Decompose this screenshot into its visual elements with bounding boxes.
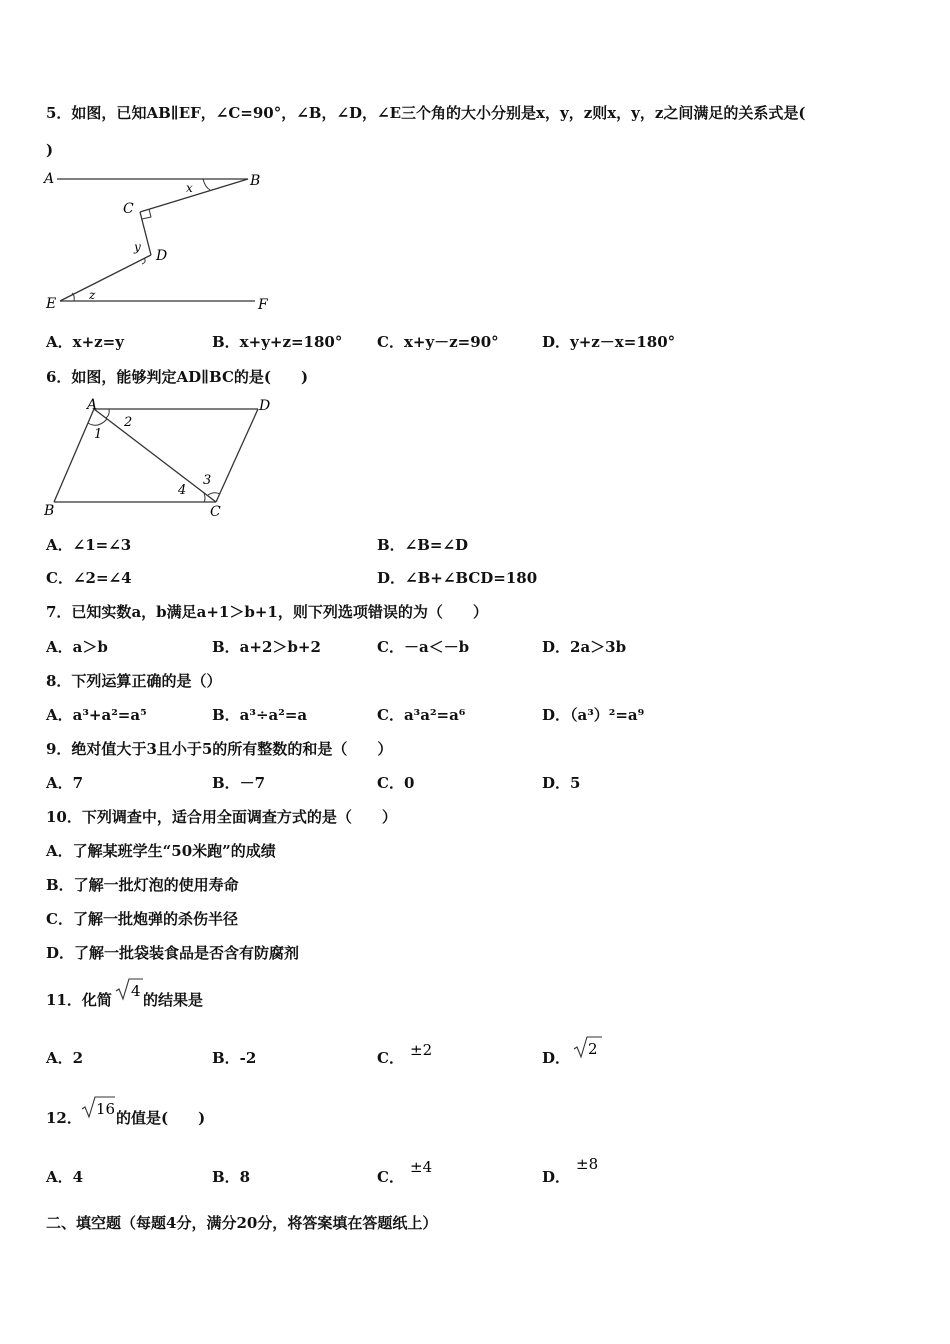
label-z: z xyxy=(89,288,96,302)
q12-option-c-math xyxy=(404,1155,438,1177)
q11-option-b[interactable]: B．-2 xyxy=(212,1049,257,1067)
section-2-heading: 二、填空题（每题4分，满分20分，将答案填在答题纸上） xyxy=(46,1214,438,1232)
q6-option-b[interactable]: B．∠B=∠D xyxy=(377,536,469,554)
q11-option-d[interactable]: D． xyxy=(542,1049,571,1067)
q8-option-a[interactable]: A．a³+a²=a⁵ xyxy=(46,706,147,724)
q11-sqrt xyxy=(114,976,144,1002)
label-x: x xyxy=(186,181,193,195)
label-a: A xyxy=(87,397,98,413)
q11-stem-prefix: 11．化简 xyxy=(46,991,112,1009)
label-d: D xyxy=(156,248,168,264)
q5-option-a[interactable]: A．x+z=y xyxy=(46,333,124,351)
q6-option-c[interactable]: C．∠2=∠4 xyxy=(46,569,132,587)
label-e: E xyxy=(46,296,57,312)
q11-stem-suffix: 的结果是 xyxy=(143,991,204,1009)
q5-option-d[interactable]: D．y+z－x=180° xyxy=(542,333,676,351)
q12-option-c-value: ±4 xyxy=(410,1158,433,1176)
label-f: F xyxy=(258,297,268,313)
q10-stem: 10．下列调查中，适合用全面调查方式的是（ ） xyxy=(46,808,397,826)
q5-stem-end: ) xyxy=(46,141,54,159)
q11-option-c-math xyxy=(404,1038,438,1060)
label-d: D xyxy=(259,398,271,414)
q10-option-c[interactable]: C．了解一批炮弹的杀伤半径 xyxy=(46,910,238,928)
q9-option-b[interactable]: B．－7 xyxy=(212,774,266,792)
q11-option-c[interactable]: C． xyxy=(377,1049,404,1067)
q12-radicand: 16 xyxy=(96,1100,116,1118)
q7-option-b[interactable]: B．a+2＞b+2 xyxy=(212,638,321,656)
q12-option-d-value: ±8 xyxy=(576,1155,599,1173)
segment-cd xyxy=(216,409,258,502)
q12-option-d[interactable]: D． xyxy=(542,1168,571,1186)
q12-option-a[interactable]: A．4 xyxy=(46,1168,84,1186)
label-b: B xyxy=(44,503,55,519)
label-angle-3: 3 xyxy=(203,473,212,488)
q7-option-a[interactable]: A．a＞b xyxy=(46,638,108,656)
q8-option-d[interactable]: D．（a³）²=a⁹ xyxy=(542,706,645,724)
angle-x-arc xyxy=(203,179,210,190)
label-y: y xyxy=(134,240,141,254)
q7-stem: 7．已知实数a，b满足a+1＞b+1，则下列选项错误的为（ ） xyxy=(46,603,488,621)
q12-sqrt xyxy=(80,1094,116,1120)
q6-stem: 6．如图，能够判定AD∥BC的是( ) xyxy=(46,368,309,386)
diagonal-ac xyxy=(94,409,216,502)
q12-option-d-math xyxy=(570,1152,604,1174)
q9-option-c[interactable]: C．0 xyxy=(377,774,415,792)
angle-3-arc xyxy=(208,493,220,495)
q12-option-b[interactable]: B．8 xyxy=(212,1168,251,1186)
label-c: C xyxy=(210,504,221,520)
q11-option-a[interactable]: A．2 xyxy=(46,1049,84,1067)
q10-option-d[interactable]: D．了解一批袋装食品是否含有防腐剂 xyxy=(46,944,300,962)
label-angle-1: 1 xyxy=(94,427,103,442)
segment-ab xyxy=(54,409,94,502)
label-c: C xyxy=(123,201,134,217)
q5-stem: 5．如图，已知AB∥EF，∠C=90°，∠B，∠D，∠E三个角的大小分别是x，y，z则x，y，z之间满足的关系式是( xyxy=(46,104,806,122)
label-a: A xyxy=(44,171,55,187)
q6-option-a[interactable]: A．∠1=∠3 xyxy=(46,536,132,554)
q6-option-d[interactable]: D．∠B+∠BCD=180 xyxy=(377,569,538,587)
q9-option-a[interactable]: A．7 xyxy=(46,774,84,792)
q8-stem: 8．下列运算正确的是（） xyxy=(46,672,222,690)
q5-option-b[interactable]: B．x+y+z=180° xyxy=(212,333,343,351)
q12-stem-suffix: 的值是( ) xyxy=(116,1109,206,1127)
q7-option-c[interactable]: C．－a＜－b xyxy=(377,638,470,656)
q8-option-c[interactable]: C．a³a²=a⁶ xyxy=(377,706,466,724)
q9-stem: 9．绝对值大于3且小于5的所有整数的和是（ ） xyxy=(46,740,393,758)
label-angle-2: 2 xyxy=(124,415,133,430)
q11-option-d-sqrt xyxy=(572,1034,606,1060)
q5-figure xyxy=(40,165,280,315)
angle-4-arc xyxy=(204,493,205,502)
q10-option-a[interactable]: A．了解某班学生“50米跑”的成绩 xyxy=(46,842,276,860)
label-b: B xyxy=(250,173,261,189)
q10-option-b[interactable]: B．了解一批灯泡的使用寿命 xyxy=(46,876,239,894)
q6-figure xyxy=(40,395,280,525)
q11-option-c-value: ±2 xyxy=(410,1041,433,1059)
q12-stem-prefix: 12． xyxy=(46,1109,82,1127)
q11-option-d-radicand: 2 xyxy=(588,1040,598,1058)
q9-option-d[interactable]: D．5 xyxy=(542,774,581,792)
angle-2-arc xyxy=(106,409,109,418)
q5-option-c[interactable]: C．x+y－z=90° xyxy=(377,333,499,351)
q7-option-d[interactable]: D．2a＞3b xyxy=(542,638,627,656)
angle-1-arc xyxy=(88,419,107,425)
segment-bc xyxy=(140,179,248,212)
label-angle-4: 4 xyxy=(178,483,187,498)
q12-option-c[interactable]: C． xyxy=(377,1168,404,1186)
q11-radicand: 4 xyxy=(131,982,141,1000)
q8-option-b[interactable]: B．a³÷a²=a xyxy=(212,706,308,724)
